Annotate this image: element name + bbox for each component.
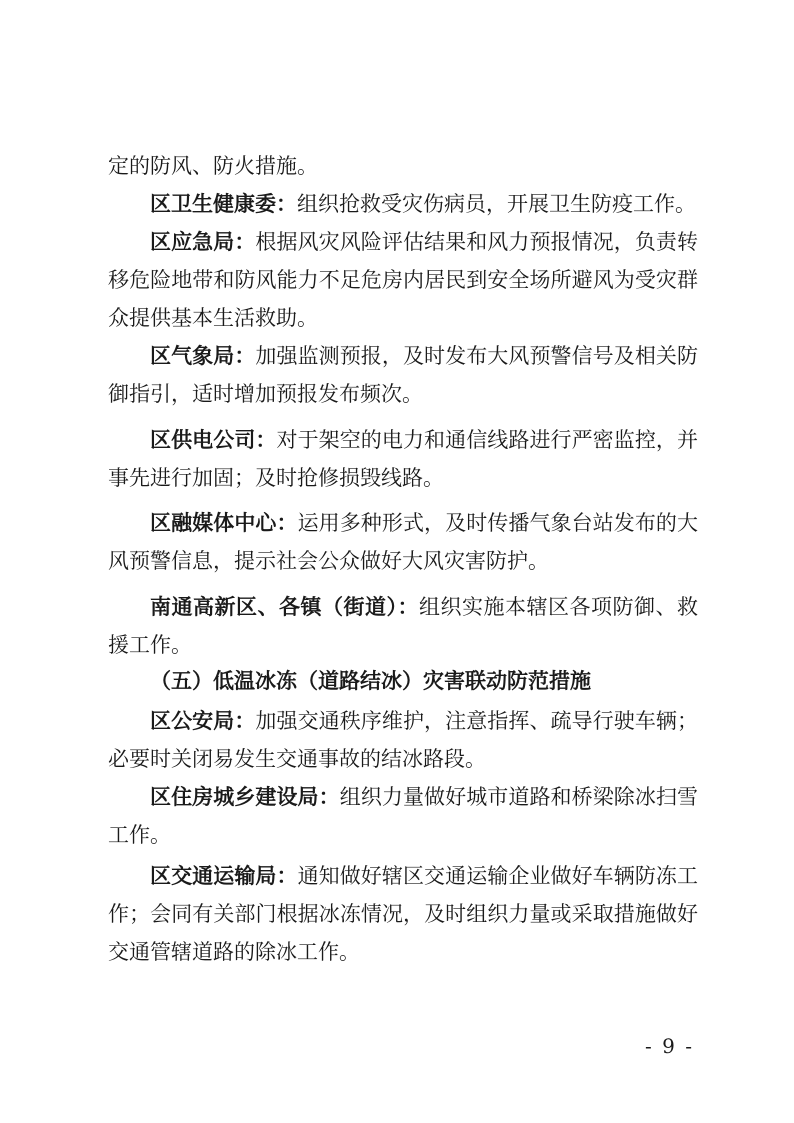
paragraph-body: 对于架空的电力和通信线路进行严密监控，并事先进行加固；及时抢修损毁线路。 bbox=[108, 428, 699, 490]
section-heading: （五）低温冰冻（道路结冰）灾害联动防范措施 bbox=[150, 669, 591, 693]
paragraph-housing-bureau bbox=[108, 778, 698, 854]
paragraph-emergency-bureau bbox=[108, 223, 698, 337]
paragraph-lead: 区卫生健康委： bbox=[150, 192, 297, 216]
paragraph-transport-bureau bbox=[108, 857, 698, 971]
paragraph-body: 组织实施本辖区各项防御、救援工作。 bbox=[108, 595, 698, 657]
paragraph-public-security bbox=[108, 702, 698, 778]
continuation-text bbox=[108, 147, 698, 185]
paragraph-body: 根据风灾风险评估结果和风力预报情况，负责转移危险地带和防风能力不足危房内居民到安全场所避风为受灾群众提供基本生活救助。 bbox=[108, 230, 699, 330]
paragraph-body: 运用多种形式，及时传播气象台站发布的大风预警信息，提示社会公众做好大风灾害防护。 bbox=[108, 511, 699, 573]
paragraph-hi-tech-zone bbox=[108, 588, 698, 664]
paragraph-health-commission bbox=[108, 185, 698, 223]
paragraph-lead: 区应急局： bbox=[150, 230, 256, 254]
paragraph-meteorological-bureau bbox=[108, 337, 698, 413]
paragraph-body: 加强交通秩序维护，注意指挥、疏导行驶车辆；必要时关闭易发生交通事故的结冰路段。 bbox=[108, 709, 699, 771]
page-number: - 9 - bbox=[645, 1034, 694, 1058]
paragraph-body: 组织力量做好城市道路和桥梁除冰扫雪工作。 bbox=[108, 785, 699, 847]
paragraph-power-supply bbox=[108, 421, 698, 497]
paragraph-lead: 区交通运输局： bbox=[150, 864, 298, 888]
paragraph-media-center bbox=[108, 504, 698, 580]
paragraph-lead: 区供电公司： bbox=[150, 428, 277, 452]
paragraph-lead: 区公安局： bbox=[150, 709, 256, 733]
paragraph-body: 组织抢救受灾伤病员，开展卫生防疫工作。 bbox=[297, 192, 696, 216]
paragraph-lead: 区气象局： bbox=[150, 344, 256, 368]
paragraph-body: 加强监测预报，及时发布大风预警信号及相关防御指引，适时增加预报发布频次。 bbox=[108, 344, 699, 406]
paragraph-lead: 南通高新区、各镇（街道）： bbox=[150, 595, 419, 619]
paragraph-body: 通知做好辖区交通运输企业做好车辆防冻工作；会同有关部门根据冰冻情况，及时组织力量或采取措施做好交通管辖道路的除冰工作。 bbox=[108, 864, 699, 964]
continuation-body: 定的防风、防火措施。 bbox=[108, 154, 318, 178]
paragraph-lead: 区住房城乡建设局： bbox=[150, 785, 340, 809]
paragraph-lead: 区融媒体中心： bbox=[150, 511, 298, 535]
